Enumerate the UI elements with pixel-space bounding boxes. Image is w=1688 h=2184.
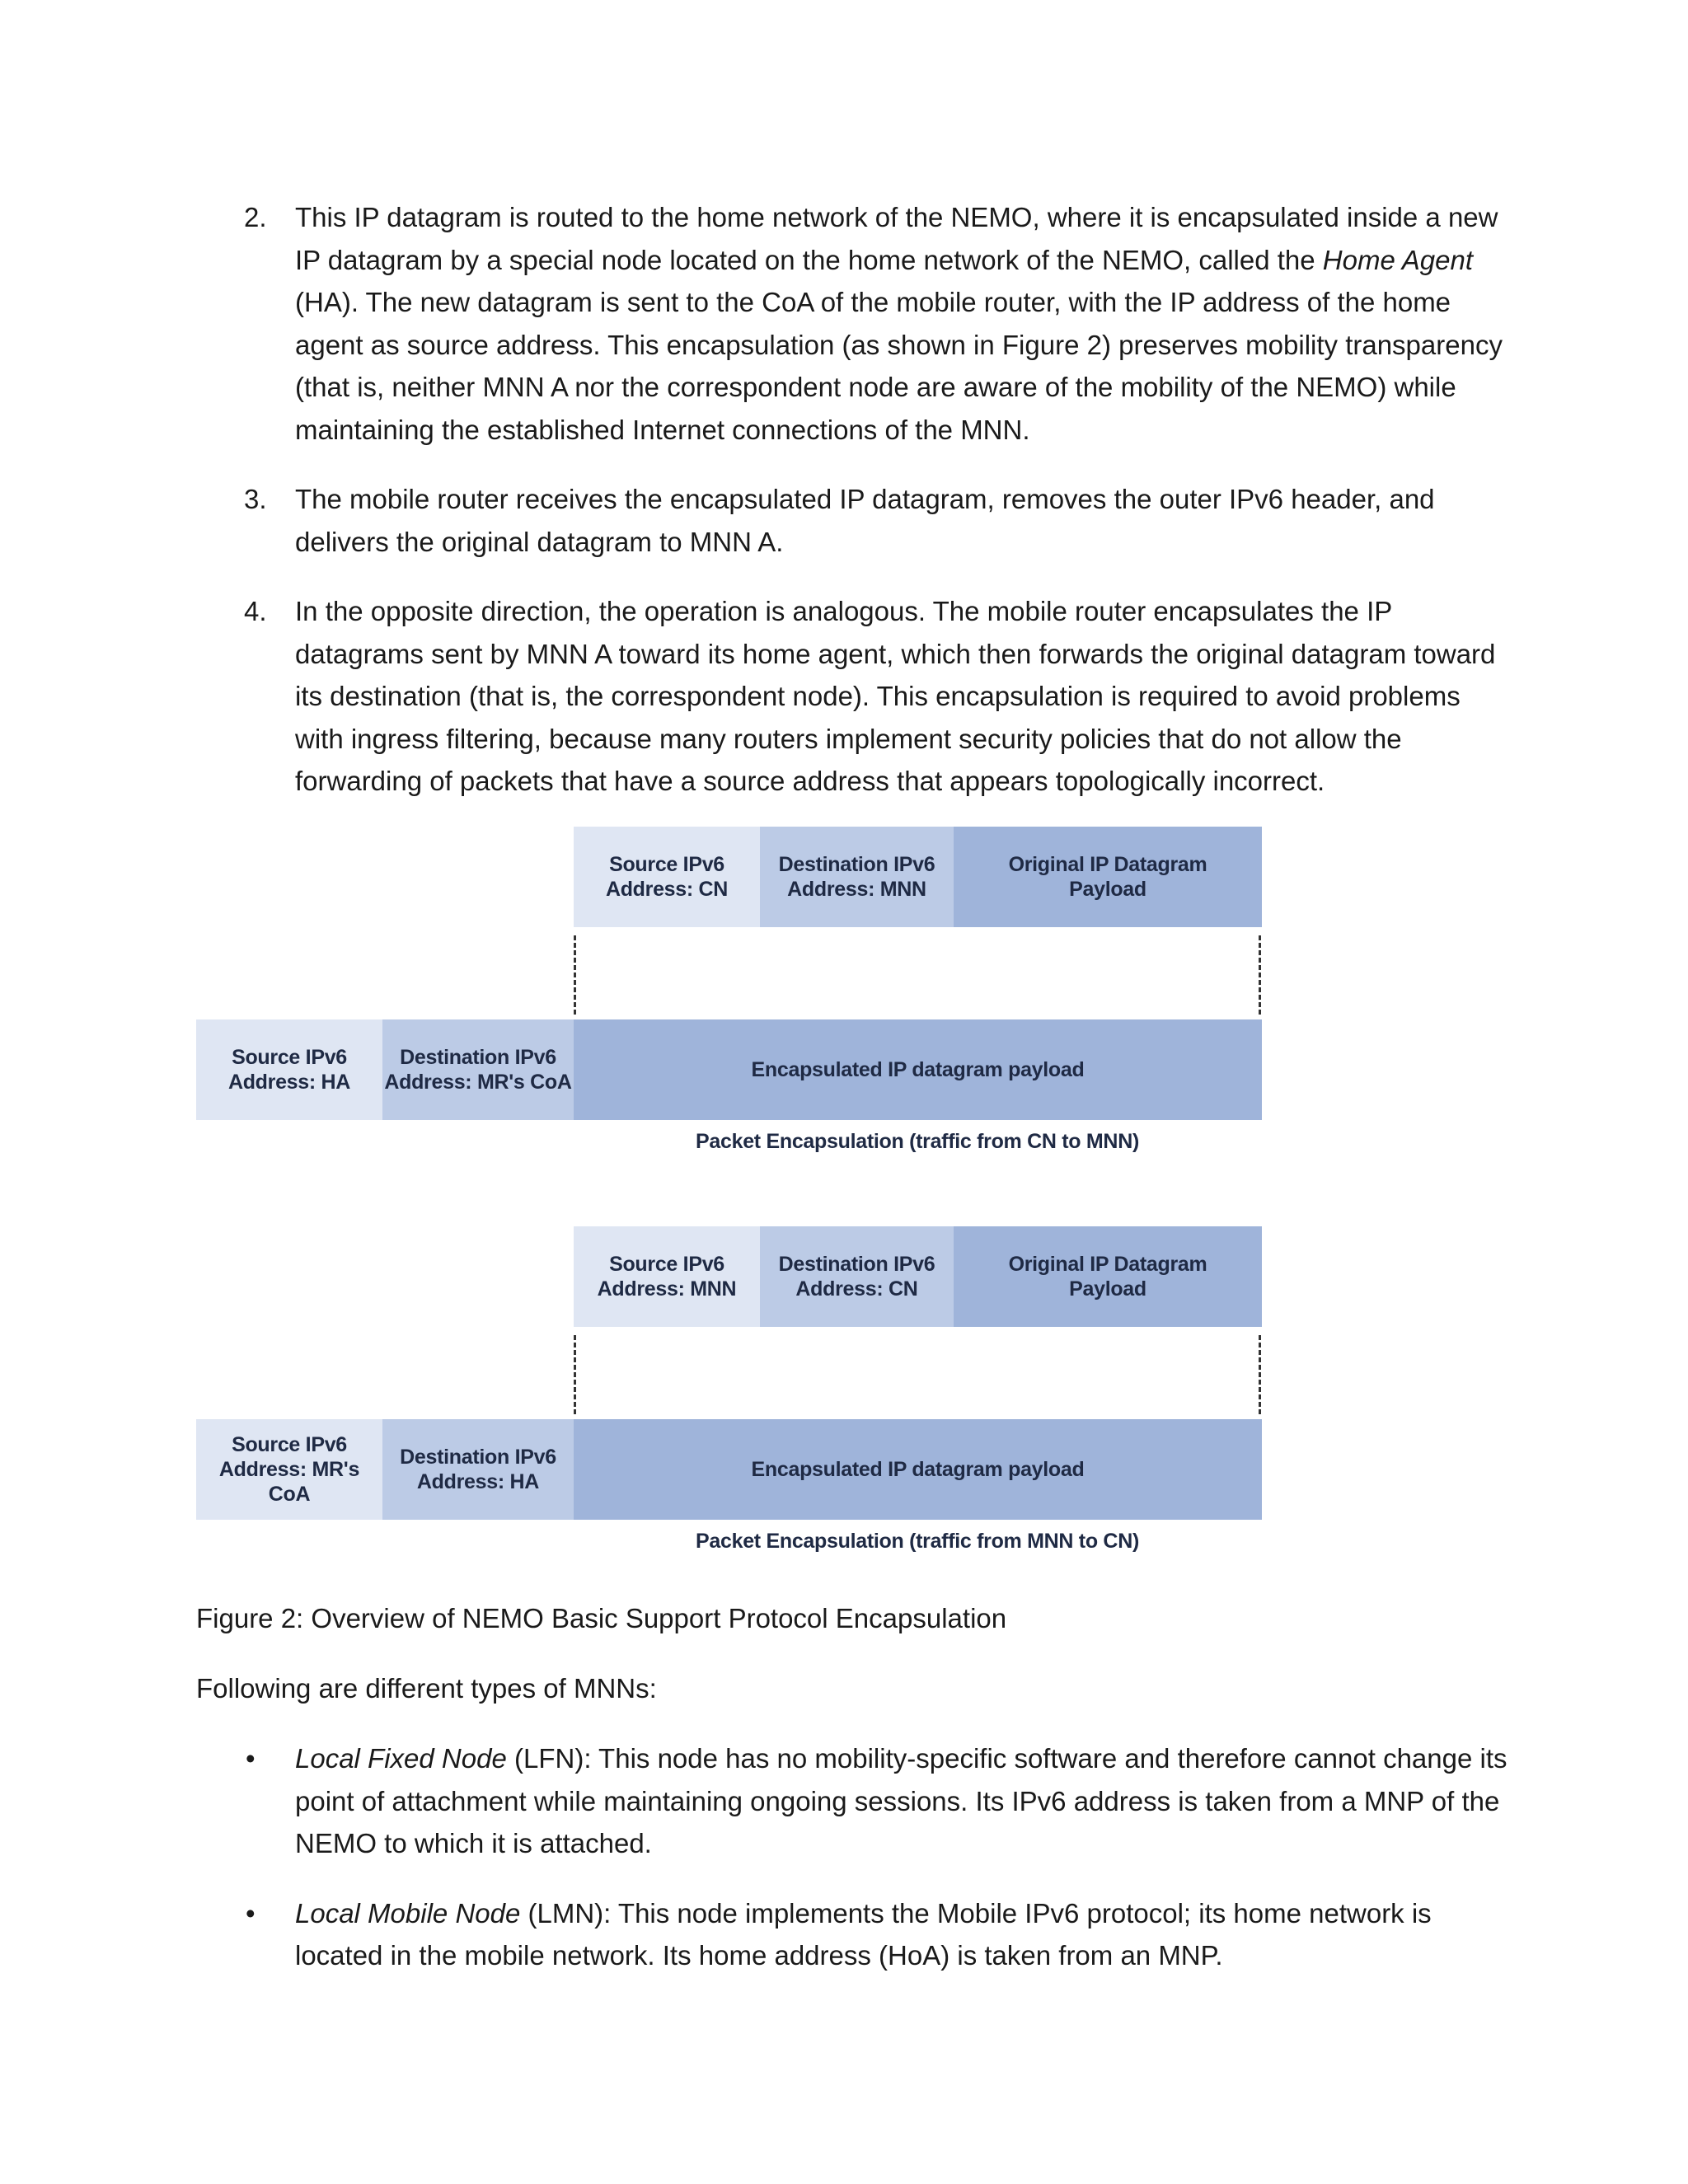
dashed-connector-left xyxy=(574,1335,576,1414)
inner-payload-cell xyxy=(954,827,1262,927)
dashed-connector-right xyxy=(1259,935,1261,1015)
step-item xyxy=(196,478,1507,563)
cell-line: Destination IPv6 xyxy=(778,853,935,876)
cell-line: Destination IPv6 xyxy=(400,1046,556,1069)
outer-destination-cell xyxy=(382,1419,574,1520)
dashed-connector-right xyxy=(1259,1335,1261,1414)
term: Local Fixed Node xyxy=(295,1743,507,1774)
cell-line: Address: HA xyxy=(416,1470,540,1493)
cell-line: Address: MNN xyxy=(597,1277,737,1301)
bullet-icon: • xyxy=(246,1897,256,1929)
outer-payload-cell xyxy=(574,1419,1262,1520)
cell-line: Source IPv6 xyxy=(232,1433,347,1456)
cell-line: Address: MR's CoA xyxy=(384,1071,572,1094)
bullet-icon: • xyxy=(246,1743,256,1774)
cell-line: Original IP Datagram xyxy=(1008,1253,1207,1276)
figure-title: Figure 2: Overview of NEMO Basic Support Protocol Encapsulation xyxy=(196,1603,1007,1633)
diagram-caption: Packet Encapsulation (traffic from MNN to CN) xyxy=(696,1530,1139,1553)
step-text: The mobile router receives the encapsulated IP datagram, removes the outer IPv6 header, and delivers the original datagram to MNN A. xyxy=(295,484,1435,557)
cell-line: Source IPv6 xyxy=(609,853,724,876)
cell-line: Destination IPv6 xyxy=(400,1446,556,1469)
step-number: 3. xyxy=(244,484,267,514)
definition: (LFN): This node has no mobility-specific software and therefore cannot change its point of attachment while maintaining ongoing sessions. Its IPv6 address is taken from a MNP of the NEMO to which it is attached. xyxy=(295,1743,1507,1858)
outer-source-cell xyxy=(196,1419,382,1520)
step-number: 2. xyxy=(244,202,267,232)
inner-destination-cell xyxy=(760,827,954,927)
cell-line: Address: CN xyxy=(605,878,729,901)
outer-destination-cell xyxy=(382,1019,574,1120)
step-term: Home Agent xyxy=(1322,244,1473,275)
cell-line: Address: CN xyxy=(795,1277,918,1301)
diagram-caption: Packet Encapsulation (traffic from CN to MNN) xyxy=(696,1130,1139,1153)
cell-line: Address: MNN xyxy=(787,878,926,901)
inner-source-cell xyxy=(574,1226,760,1327)
step-item xyxy=(196,590,1507,803)
step-text: In the opposite direction, the operation is analogous. The mobile router encapsulates the IP datagrams sent by MNN A toward its home agent, which then forwards the original datagram toward its destination (that is, the correspondent node). This encapsulation is required to avoid problems with ingress filtering, because many routers implement security policies that do not allow the forwarding of packets that have a source address that appears topologically incorrect. xyxy=(295,596,1496,796)
inner-destination-cell xyxy=(760,1226,954,1327)
cell-line: Source IPv6 xyxy=(232,1046,347,1069)
step-item xyxy=(196,196,1507,451)
cell-line: Destination IPv6 xyxy=(778,1253,935,1276)
outer-payload-cell xyxy=(574,1019,1262,1120)
cell-line: Address: MR's CoA xyxy=(218,1458,360,1506)
list-item xyxy=(196,1737,1515,1865)
cell-line: Encapsulated IP datagram payload xyxy=(751,1458,1085,1481)
inner-payload-cell xyxy=(954,1226,1262,1327)
cell-line: Payload xyxy=(1069,1277,1146,1301)
step-text-part: This IP datagram is routed to the home network of the NEMO, where it is encapsulated inside a new IP datagram by a special node located on the home network of the NEMO, called the xyxy=(295,202,1498,275)
dashed-connector-left xyxy=(574,935,576,1015)
mnn-types-list xyxy=(196,1737,1515,2004)
numbered-steps-list xyxy=(196,196,1507,830)
inner-source-cell xyxy=(574,827,760,927)
cell-line: Address: HA xyxy=(227,1071,351,1094)
definition: (LMN): This node implements the Mobile IPv6 protocol; its home network is located in the mobile network. Its home address (HoA) is taken from an MNP. xyxy=(295,1897,1432,1971)
cell-line: Source IPv6 xyxy=(609,1253,724,1276)
step-number: 4. xyxy=(244,596,267,626)
term: Local Mobile Node xyxy=(295,1897,521,1929)
outer-source-cell xyxy=(196,1019,382,1120)
step-text-part: (HA). The new datagram is sent to the CoA of the mobile router, with the IP address of the home agent as source address. This encapsulation (as shown in Figure 2) preserves mobility transparency (that is, neither MNN A nor the correspondent node are aware of the mobility of the NEMO) while maintaining the established Internet connections of the MNN. xyxy=(295,287,1503,445)
cell-line: Payload xyxy=(1069,878,1146,901)
cell-line: Encapsulated IP datagram payload xyxy=(751,1058,1085,1081)
cell-line: Original IP Datagram xyxy=(1008,853,1207,876)
intro-text: Following are different types of MNNs: xyxy=(196,1673,657,1704)
list-item xyxy=(196,1892,1515,1977)
